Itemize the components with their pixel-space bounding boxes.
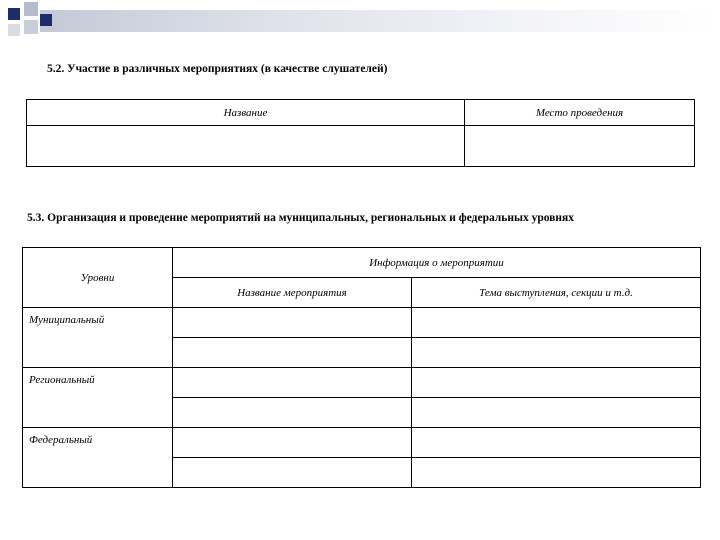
level-label: Федеральный	[29, 434, 93, 446]
table-cell-event-name[interactable]	[173, 338, 412, 368]
level-label: Муниципальный	[29, 314, 105, 326]
column-header-event-name: Название мероприятия	[173, 278, 412, 308]
column-header-topic: Тема выступления, секции и т.д.	[412, 278, 701, 308]
decor-square	[24, 2, 38, 16]
table-cell-topic[interactable]	[412, 458, 701, 488]
table-cell-event-name[interactable]	[173, 368, 412, 398]
decor-square	[40, 14, 52, 26]
level-federal	[23, 428, 173, 488]
section-5-2-title: 5.2. Участие в различных мероприятиях (в качестве слушателей)	[47, 63, 388, 75]
table-cell-event-name[interactable]	[173, 428, 412, 458]
table-cell-topic[interactable]	[412, 428, 701, 458]
level-municipal	[23, 308, 173, 368]
header-gradient-band	[40, 10, 720, 32]
table-row	[23, 368, 701, 398]
events-organized-table	[22, 247, 701, 488]
column-header-levels	[23, 248, 173, 308]
table-cell-event-name[interactable]	[173, 308, 412, 338]
table-cell-event-name[interactable]	[173, 458, 412, 488]
decor-square	[8, 8, 20, 20]
decor-square	[24, 20, 38, 34]
slide-header-decoration	[0, 0, 720, 40]
table-header-row	[23, 248, 701, 278]
table-row	[23, 308, 701, 338]
levels-header-text: Уровни	[80, 271, 115, 284]
table-cell-topic[interactable]	[412, 338, 701, 368]
table-cell-topic[interactable]	[412, 398, 701, 428]
column-header-event-info: Информация о мероприятии	[173, 248, 701, 278]
section-5-3-title: 5.3. Организация и проведение мероприятий на муниципальных, региональных и федеральных уровнях	[27, 212, 574, 224]
table-row	[27, 126, 695, 167]
events-attended-table	[26, 99, 695, 167]
table-header-row	[27, 100, 695, 126]
column-header-venue: Место проведения	[465, 100, 695, 126]
level-regional	[23, 368, 173, 428]
level-label: Региональный	[29, 374, 95, 386]
decor-square	[8, 24, 20, 36]
table-cell-venue[interactable]	[465, 126, 695, 167]
table-cell-topic[interactable]	[412, 368, 701, 398]
column-header-name: Название	[27, 100, 465, 126]
table-cell-name[interactable]	[27, 126, 465, 167]
table-cell-topic[interactable]	[412, 308, 701, 338]
table-cell-event-name[interactable]	[173, 398, 412, 428]
table-row	[23, 428, 701, 458]
